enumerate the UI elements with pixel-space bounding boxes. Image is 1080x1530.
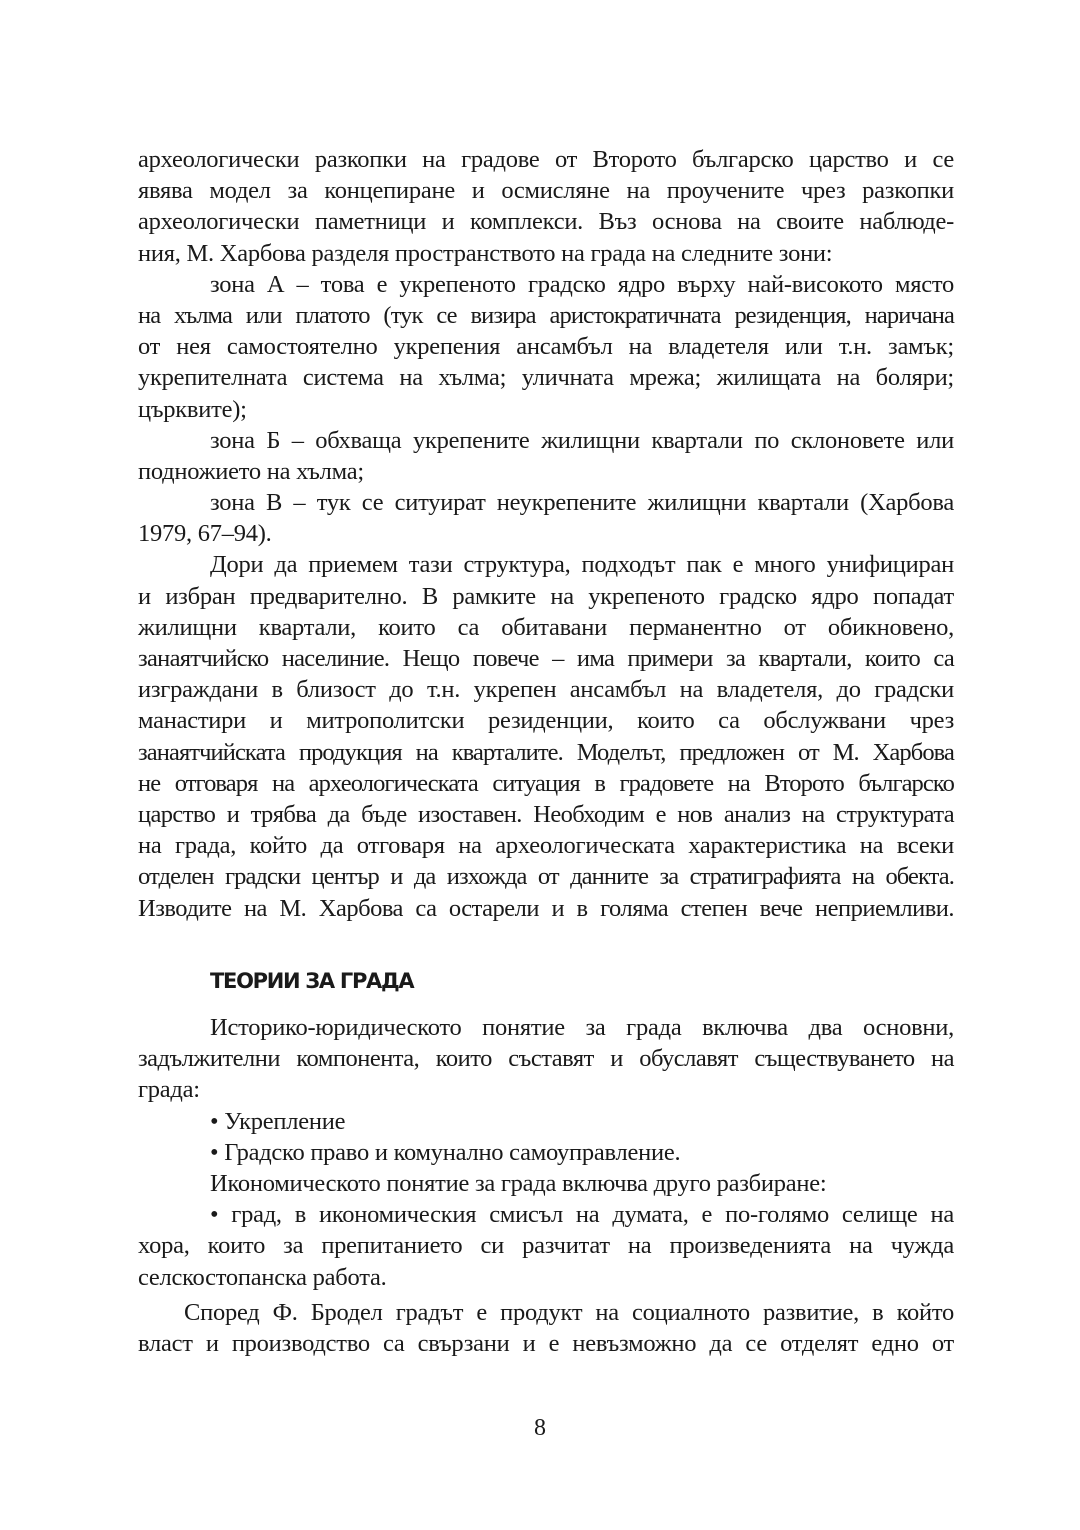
text-line: на града, който да отговаря на археологическата характеристика на всеки [138, 832, 954, 860]
text-line: и избран предварително. В рамките на укрепеното градско ядро попадат [138, 582, 954, 610]
text-line: 1979, 67–94). [138, 520, 272, 548]
page-number: 8 [534, 1415, 546, 1441]
text-line: отделен градски център и да изхожда от данните за стратиграфията на обекта. [138, 863, 954, 891]
text-line: • Градско право и комунално самоуправление. [210, 1138, 681, 1166]
paragraph-zone-b [138, 425, 954, 487]
paragraph-zone-v [138, 487, 954, 549]
text-line: Изводите на М. Харбова са остарели и в голяма степен вече неприемливи. [138, 894, 954, 922]
text-line: жилищни квартали, които са обитавани перманентно от обикновено, [138, 613, 954, 641]
paragraph-continuation [138, 144, 954, 269]
text-line: селскостопанска работа. [138, 1263, 387, 1291]
text-line: • Укрепление [210, 1107, 346, 1135]
text-line: зона А – това е укрепеното градско ядро върху най-високото място [210, 270, 954, 298]
paragraph-critique [138, 549, 954, 923]
text-line: манастири и митрополитски резиденции, които са обслужвани чрез [138, 707, 954, 735]
text-line: археологически разкопки на градове от Второто българско царство и се [138, 146, 954, 173]
text-line: църквите); [138, 395, 247, 423]
text-line: Дори да приемем тази структура, подходът пак е много унифициран [210, 551, 954, 579]
paragraph-economic-concept [138, 1168, 954, 1199]
text-line: явява модел за концепиране и осмисляне на проучените чрез разкопки [138, 177, 954, 205]
text-line: власт и производство са свързани и е невъзможно да се отделят едно от [138, 1329, 954, 1357]
text-line: от нея самостоятелно укрепения ансамбъл на владетеля или т.н. замък; [138, 333, 954, 361]
text-line: изграждани в близост до т.н. укрепен ансамбъл на владетеля, до градски [138, 676, 954, 704]
text-line: не отговаря на археологическата ситуация в градовете на Второто българско [138, 769, 954, 797]
text-line: Икономическото понятие за града включва друго разбиране: [210, 1169, 827, 1197]
paragraph-braudel [138, 1297, 954, 1359]
text-line: зона Б – обхваща укрепените жилищни квартали по склоновете или [210, 426, 954, 454]
text-line: царство и трябва да бъде изоставен. Необходим е нов анализ на структурата [138, 800, 954, 828]
text-line: укрепителната система на хълма; уличната мрежа; жилищата на боляри; [138, 364, 954, 392]
text-line: занаятчийско населиние. Нещо повече – има примери за квартали, които са [138, 645, 954, 672]
bullet-item [138, 1137, 954, 1168]
text-line: подножието на хълма; [138, 457, 364, 485]
text-line: занаятчийската продукция на кварталите. Моделът, предложен от М. Харбова [138, 738, 954, 766]
paragraph-legal-concept [138, 1012, 954, 1106]
text-line: Според Ф. Бродел градът е продукт на социалното развитие, в който [184, 1298, 954, 1326]
body-text-upper [138, 144, 954, 924]
section-heading: ТЕОРИИ ЗА ГРАДА [210, 969, 414, 993]
text-line: на хълма или платото (тук се визира аристократичната резиденция, наричана [138, 301, 954, 329]
paragraph-zone-a [138, 269, 954, 425]
text-line: задължителни компонента, които съставят и обуславят съществуването на [138, 1045, 954, 1073]
text-line: • град, в икономическия смисъл на думата, е по-голямо селище на [210, 1201, 954, 1229]
bullet-item [138, 1106, 954, 1137]
bullet-item [138, 1199, 954, 1293]
body-text-lower [138, 1012, 954, 1359]
text-line: зона В – тук се ситуират неукрепените жилищни квартали (Харбова [210, 489, 954, 517]
text-line: археологически паметници и комплекси. Въз основа на своите наблюде- [138, 208, 954, 236]
text-line: Историко-юридическото понятие за града включва два основни, [210, 1014, 954, 1041]
text-line: ния, М. Харбова разделя пространството на града на следните зони: [138, 239, 833, 267]
text-line: хора, които за препитанието си разчитат на произведенията на чужда [138, 1232, 954, 1260]
text-line: града: [138, 1076, 200, 1104]
